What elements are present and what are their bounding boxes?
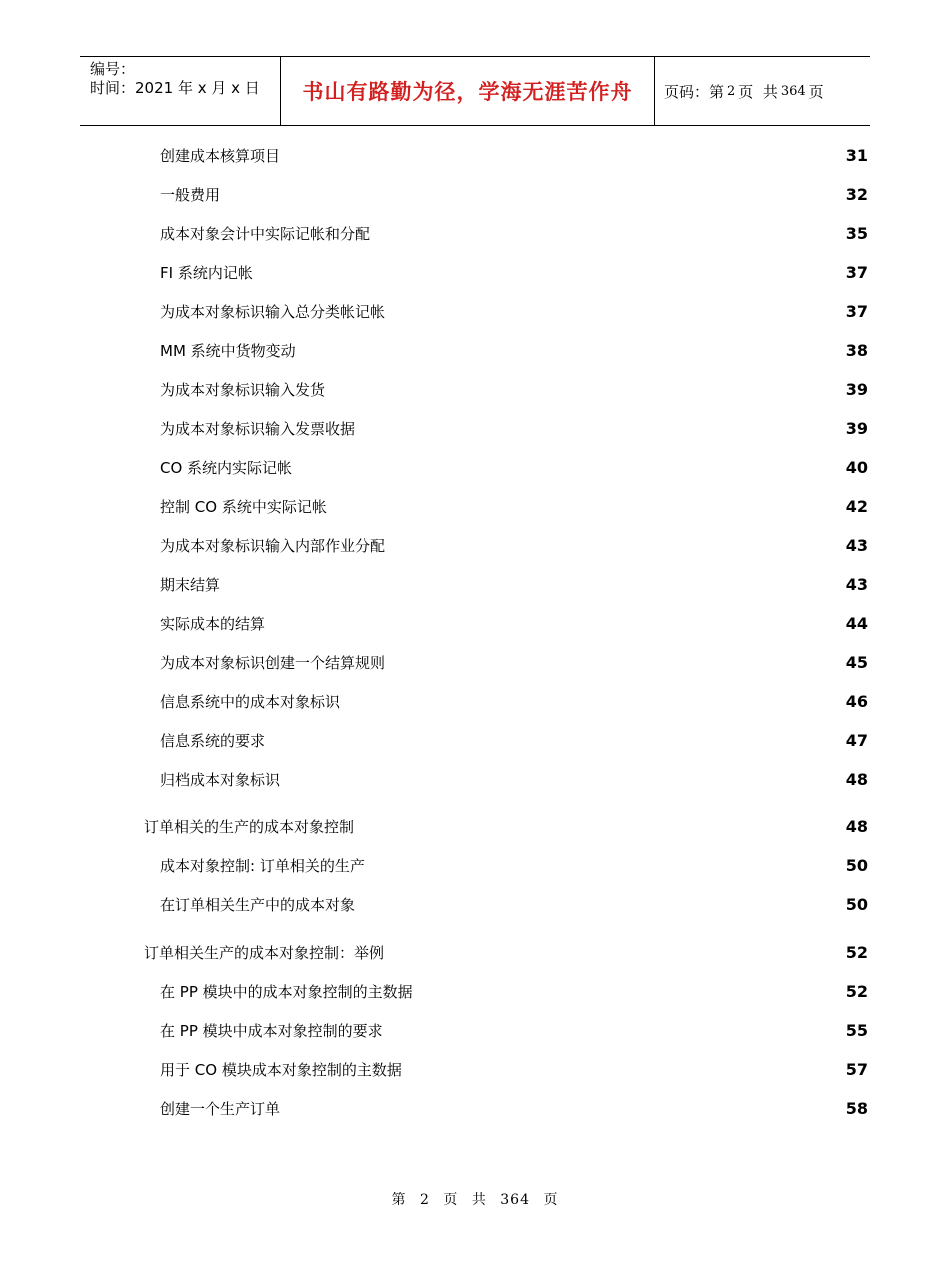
toc-entry-title: 订单相关的生产的成本对象控制: [144, 818, 355, 836]
toc-entry[interactable]: [0, 300, 950, 324]
footer-suffix: 页: [543, 1192, 559, 1208]
toc-entry-page: 42: [845, 497, 868, 516]
toc-entry-page: 43: [845, 536, 868, 555]
header-page-info: [655, 57, 870, 125]
toc-entry[interactable]: [0, 456, 950, 480]
toc-entry[interactable]: [0, 495, 950, 519]
toc-entry[interactable]: [0, 183, 950, 207]
toc-entry[interactable]: [0, 768, 950, 792]
toc-entry[interactable]: [0, 854, 950, 878]
toc-entry[interactable]: [0, 729, 950, 753]
toc-entry-title: 为成本对象标识输入发票收据: [160, 420, 356, 438]
toc-entry[interactable]: [0, 980, 950, 1004]
toc-entry[interactable]: [0, 534, 950, 558]
page-mid: 页 共: [738, 82, 778, 101]
toc-entry-title: 期末结算: [160, 576, 221, 594]
toc-entry-title: 为成本对象标识输入内部作业分配: [160, 537, 386, 555]
page-prefix: 页码：第: [664, 82, 725, 101]
toc-entry-page: 47: [845, 731, 868, 750]
toc-entry-title: 成本对象会计中实际记帐和分配: [160, 225, 371, 243]
page-footer: [0, 1189, 950, 1209]
toc-entry-page: 40: [845, 458, 868, 477]
footer-mid2: 共: [471, 1192, 487, 1208]
toc-entry-title: 创建一个生产订单: [160, 1100, 281, 1118]
toc-entry[interactable]: [0, 690, 950, 714]
toc-entry-title: 在订单相关生产中的成本对象: [160, 896, 356, 914]
toc-entry[interactable]: [0, 815, 950, 839]
page-total: 364: [780, 83, 806, 99]
page-header: [80, 56, 870, 126]
toc-entry-title: 订单相关生产的成本对象控制：举例: [144, 944, 385, 962]
toc-entry-title: 成本对象控制: 订单相关的生产: [160, 857, 365, 875]
toc-entry[interactable]: [0, 573, 950, 597]
toc-entry[interactable]: [0, 339, 950, 363]
page-suffix: 页: [808, 82, 824, 101]
toc-entry-title: 在 PP 模块中成本对象控制的要求: [160, 1022, 383, 1040]
toc-entry[interactable]: [0, 893, 950, 917]
toc-entry-page: 45: [845, 653, 868, 672]
toc-entry-page: 50: [845, 895, 868, 914]
toc-entry[interactable]: [0, 1019, 950, 1043]
toc-entry-title: 信息系统中的成本对象标识: [160, 693, 341, 711]
toc-entry-page: 48: [845, 817, 868, 836]
footer-prefix: 第: [391, 1192, 407, 1208]
toc-entry[interactable]: [0, 222, 950, 246]
toc-entry-title: 在 PP 模块中的成本对象控制的主数据: [160, 983, 413, 1001]
toc-entry-title: 实际成本的结算: [160, 615, 266, 633]
toc-entry-page: 43: [845, 575, 868, 594]
toc-entry-page: 32: [845, 185, 868, 204]
serial-label: 编号：: [90, 60, 136, 78]
toc-entry-page: 58: [845, 1099, 868, 1118]
footer-current: 2: [419, 1192, 430, 1208]
toc-entry-title: FI 系统内记帐: [160, 264, 253, 282]
time-label: 时间：2021 年 x 月 x 日: [90, 79, 260, 97]
toc-entry[interactable]: [0, 417, 950, 441]
toc-entry-title: 一般费用: [160, 186, 221, 204]
toc-entry-page: 31: [845, 146, 868, 165]
toc-entry-page: 35: [845, 224, 868, 243]
toc-entry-page: 57: [845, 1060, 868, 1079]
toc-entry-title: 为成本对象标识输入发货: [160, 381, 326, 399]
toc-entry[interactable]: [0, 144, 950, 168]
page-current: 2: [727, 83, 736, 99]
toc-entry-title: MM 系统中货物变动: [160, 342, 296, 360]
toc-entry[interactable]: [0, 378, 950, 402]
toc-entry-page: 52: [845, 982, 868, 1001]
toc-entry-page: 39: [845, 419, 868, 438]
toc-entry[interactable]: [0, 261, 950, 285]
toc-entry-title: 控制 CO 系统中实际记帐: [160, 498, 327, 516]
toc-entry-title: 为成本对象标识输入总分类帐记帐: [160, 303, 386, 321]
toc-entry-page: 37: [845, 263, 868, 282]
toc-entry-title: 信息系统的要求: [160, 732, 266, 750]
toc-entry[interactable]: [0, 1058, 950, 1082]
toc-entry[interactable]: [0, 612, 950, 636]
header-motto: 书山有路勤为径，学海无涯苦作舟: [281, 57, 655, 125]
toc-entry[interactable]: [0, 1097, 950, 1121]
toc-entry[interactable]: [0, 651, 950, 675]
toc-entry-page: 52: [845, 943, 868, 962]
footer-mid1: 页: [443, 1192, 459, 1208]
toc-entry[interactable]: [0, 941, 950, 965]
toc-entry-page: 39: [845, 380, 868, 399]
toc-entry-title: 创建成本核算项目: [160, 147, 281, 165]
header-meta: [80, 57, 281, 125]
toc-entry-title: CO 系统内实际记帐: [160, 459, 293, 477]
toc-entry-page: 46: [845, 692, 868, 711]
toc-entry-page: 50: [845, 856, 868, 875]
toc-entry-page: 37: [845, 302, 868, 321]
toc-entry-title: 为成本对象标识创建一个结算规则: [160, 654, 386, 672]
footer-total: 364: [500, 1192, 530, 1208]
toc-entry-title: 归档成本对象标识: [160, 771, 281, 789]
toc-entry-page: 44: [845, 614, 868, 633]
toc-entry-page: 38: [845, 341, 868, 360]
toc-entry-page: 55: [845, 1021, 868, 1040]
toc-entry-title: 用于 CO 模块成本对象控制的主数据: [160, 1061, 402, 1079]
toc-entry-page: 48: [845, 770, 868, 789]
